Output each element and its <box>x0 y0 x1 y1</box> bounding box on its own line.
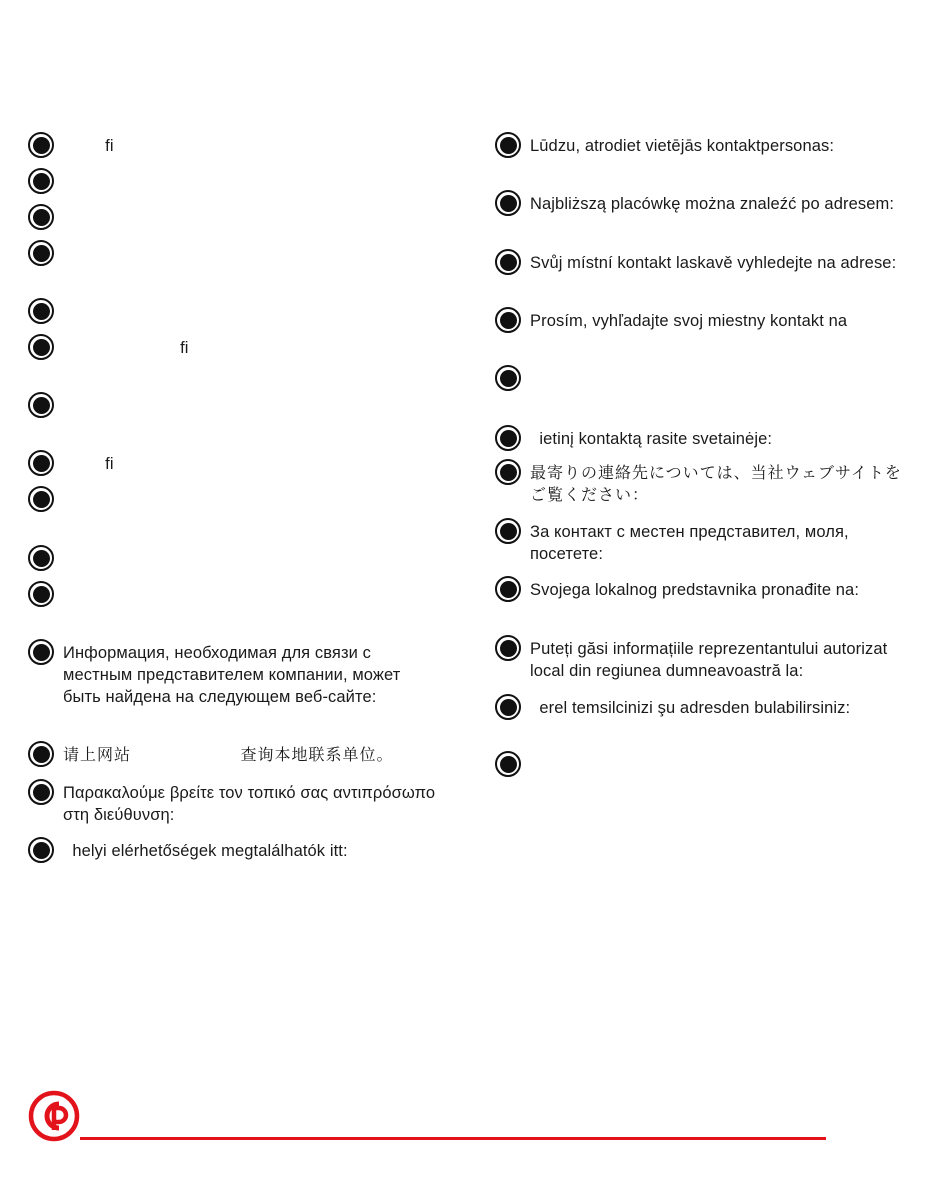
list-item <box>495 252 896 275</box>
entry-text: ietinį kontaktą rasite svetainėje: <box>530 430 773 448</box>
list-item <box>495 368 530 391</box>
entry-text: 请上网站 查询本地联系单位。 <box>63 745 394 764</box>
entry-text: erel temsilcinizi şu adresden bulabilirsiniz: <box>530 699 851 717</box>
entry-text: 最寄りの連絡先については、当社ウェブサイトを ご覧ください： <box>530 463 902 504</box>
list-item <box>495 310 847 333</box>
bullet-icon <box>495 132 521 158</box>
entry-text: Prosím, vyhľadajte svoj miestny kontakt na <box>530 312 848 330</box>
list-item <box>495 754 530 777</box>
entry-text: За контакт с местен представител, моля, посетете: <box>530 523 849 563</box>
entry-text: Παρακαλούμε βρείτε τον τοπικό σας αντιπρόσωπο στη διεύθυνση: <box>63 784 436 824</box>
bullet-icon <box>495 751 521 777</box>
entry-text: Svůj místní kontakt laskavě vyhledejte na adrese: <box>530 254 897 272</box>
bullet-icon <box>495 635 521 661</box>
cp-logo-icon <box>28 1090 80 1142</box>
entry-text: fi <box>63 339 189 357</box>
entry-text: Svojega lokalnog predstavnika pronađite na: <box>530 581 860 599</box>
bullet-icon <box>495 365 521 391</box>
entry-text: fi <box>63 137 114 155</box>
bullet-icon <box>495 694 521 720</box>
list-item <box>495 638 887 682</box>
bullet-icon <box>495 576 521 602</box>
list-item <box>495 462 902 506</box>
bullet-icon <box>495 249 521 275</box>
list-item <box>495 193 894 216</box>
entry-text: Puteți găsi informațiile reprezentantului autorizat local din regiunea dumneavoastră la: <box>530 640 888 680</box>
entry-text: Lūdzu, atrodiet vietējās kontaktpersonas: <box>530 137 835 155</box>
entry-text: Информация, необходимая для связи с местным представителем компании, может быть найдена на следующем веб-сайте: <box>63 644 401 706</box>
bullet-icon <box>495 459 521 485</box>
list-item <box>495 697 850 720</box>
list-item <box>495 521 849 565</box>
footer-rule <box>80 1137 826 1140</box>
bullet-icon <box>495 425 521 451</box>
entry-text: Najbliższą placówkę można znaleźć po adresem: <box>530 195 895 213</box>
entry-text: helyi elérhetőségek megtalálhatók itt: <box>63 842 348 860</box>
list-item <box>495 579 859 602</box>
list-item <box>495 135 834 158</box>
bullet-icon <box>495 190 521 216</box>
bullet-icon <box>495 518 521 544</box>
bullet-icon <box>495 307 521 333</box>
entry-text: fi <box>63 455 114 473</box>
list-item <box>495 428 772 451</box>
